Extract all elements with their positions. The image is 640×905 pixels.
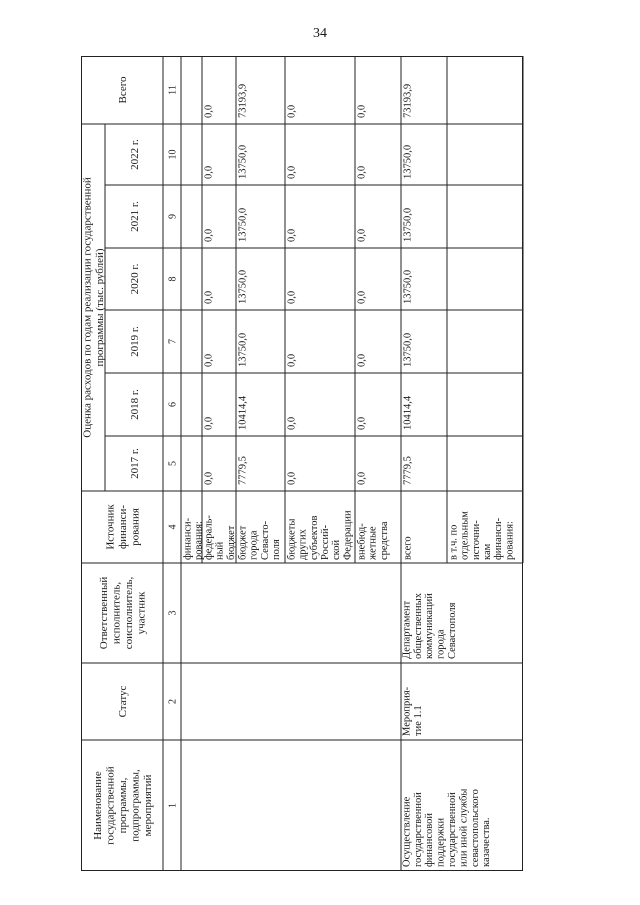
column-number-5: 5 <box>167 461 179 466</box>
value-cell: 13750,0 <box>237 269 249 304</box>
value-cell: 0,0 <box>286 416 298 430</box>
header-year-6: 2022 г. <box>128 139 141 170</box>
source-label: внебюд- <box>356 523 368 560</box>
header-year-4: 2020 г. <box>128 263 141 295</box>
column-number-8: 8 <box>167 276 179 282</box>
value-cell: 0,0 <box>356 290 368 304</box>
event-executor: общественных <box>412 593 424 659</box>
event-value-cell: 13750,0 <box>402 144 414 179</box>
source-label: субъектов <box>308 515 320 560</box>
value-cell: 13750,0 <box>237 332 249 367</box>
header-executor-column: Ответственный <box>98 576 111 650</box>
event-executor: города <box>435 629 447 659</box>
event-name: государственной <box>412 792 424 867</box>
event-status: тие 1.1 <box>412 705 424 736</box>
column-number-9: 9 <box>167 214 179 219</box>
event-executor: Севастополя <box>447 602 458 659</box>
header-source-column: финанси- <box>116 504 129 550</box>
value-cell: 0,0 <box>356 471 368 485</box>
event-source-label: источни- <box>470 520 482 560</box>
header-name-column: подпрограммы, <box>129 769 142 842</box>
header-status-column: Статус <box>116 685 129 718</box>
page-number: 34 <box>313 26 327 41</box>
value-cell: 13750,0 <box>237 207 249 242</box>
source-label: жетные <box>367 526 379 560</box>
source-label: поля <box>271 539 282 560</box>
source-label: бюджет <box>237 525 249 560</box>
value-cell: 0,0 <box>203 416 215 430</box>
header-year-1: 2017 г. <box>128 448 141 479</box>
value-cell: 0,0 <box>286 228 298 242</box>
value-cell: 0,0 <box>286 471 298 485</box>
value-cell: 13750,0 <box>237 144 249 179</box>
column-number-10: 10 <box>167 149 179 160</box>
event-name: Осуществление <box>401 796 413 867</box>
column-number-3: 3 <box>167 610 179 616</box>
event-name: казачества. <box>481 817 493 867</box>
value-cell: 0,0 <box>203 471 215 485</box>
event-name: поддержки <box>435 817 447 867</box>
value-cell: 7779,5 <box>237 456 249 485</box>
source-label: других <box>297 529 309 560</box>
event-value-cell: 73193,9 <box>402 83 414 118</box>
event-executor: коммуникаций <box>424 593 436 659</box>
source-label: средства <box>378 521 390 560</box>
header-executor-column: исполнитель, <box>110 581 123 645</box>
event-source-label: в т.ч. по <box>448 524 460 560</box>
event-name: финансовой <box>424 813 436 867</box>
value-cell: 0,0 <box>356 228 368 242</box>
value-cell: 0,0 <box>203 290 215 304</box>
header-executor-column: участник <box>135 591 148 635</box>
value-cell: 0,0 <box>203 104 215 118</box>
event-source-label: кам <box>482 543 493 560</box>
value-cell: 0,0 <box>286 290 298 304</box>
value-cell: 0,0 <box>286 165 298 179</box>
column-number-2: 2 <box>167 699 179 704</box>
event-name: или иной службы <box>458 788 470 867</box>
event-source-label: всего <box>402 536 414 560</box>
event-status: Мероприя- <box>401 686 413 736</box>
source-label: рования: <box>193 521 205 560</box>
event-name: государственной <box>447 792 458 867</box>
event-executor: Департамент <box>401 600 413 659</box>
event-source-label: рования: <box>504 521 516 560</box>
value-cell: 0,0 <box>356 104 368 118</box>
value-cell: 0,0 <box>203 165 215 179</box>
header-year-5: 2021 г. <box>128 201 141 232</box>
header-year-3: 2019 г. <box>128 326 141 357</box>
header-name-column: Наименование <box>91 771 104 840</box>
header-executor-column: соисполнитель, <box>123 576 136 650</box>
event-value-cell: 13750,0 <box>402 269 414 304</box>
header-name-column: программы, <box>116 777 129 834</box>
header-year-2: 2018 г. <box>128 389 141 420</box>
value-cell: 0,0 <box>356 353 368 367</box>
header-source-column: рования <box>129 508 142 546</box>
value-cell: 0,0 <box>286 104 298 118</box>
source-label: бюджет <box>225 525 237 560</box>
source-label: бюджеты <box>286 518 298 560</box>
source-label: финанси- <box>182 517 194 560</box>
column-number-1: 1 <box>167 803 179 808</box>
header-expense-group: программы (тыс. рублей) <box>94 248 107 367</box>
event-value-cell: 13750,0 <box>402 332 414 367</box>
header-total-column: Всего <box>116 76 129 104</box>
event-value-cell: 7779,5 <box>402 456 414 485</box>
value-cell: 0,0 <box>203 228 215 242</box>
value-cell: 10414,4 <box>237 395 249 430</box>
event-source-label: отдельным <box>459 511 471 560</box>
value-cell: 0,0 <box>356 416 368 430</box>
source-label: федераль- <box>203 515 215 560</box>
value-cell: 73193,9 <box>237 83 249 118</box>
header-name-column: государственной <box>104 766 117 845</box>
event-value-cell: 10414,4 <box>402 395 414 430</box>
header-name-column: мероприятий <box>141 774 154 837</box>
value-cell: 0,0 <box>356 165 368 179</box>
event-name: севастопольского <box>469 789 481 867</box>
source-label: Севасто- <box>259 520 271 560</box>
source-label: города <box>248 530 260 560</box>
event-source-label: финанси- <box>493 517 505 560</box>
event-value-cell: 13750,0 <box>402 207 414 242</box>
column-number-6: 6 <box>167 402 179 407</box>
header-expense-group: Оценка расходов по годам реализации государственной <box>81 177 94 438</box>
column-number-4: 4 <box>167 524 179 530</box>
source-label: ный <box>214 541 226 560</box>
source-label: ской <box>331 539 343 560</box>
header-source-column: Источник <box>104 504 117 550</box>
column-number-11: 11 <box>167 85 179 95</box>
value-cell: 0,0 <box>286 353 298 367</box>
column-number-7: 7 <box>167 339 179 344</box>
source-label: Федерации <box>342 510 354 560</box>
source-label: Россий- <box>320 524 331 560</box>
value-cell: 0,0 <box>203 353 215 367</box>
